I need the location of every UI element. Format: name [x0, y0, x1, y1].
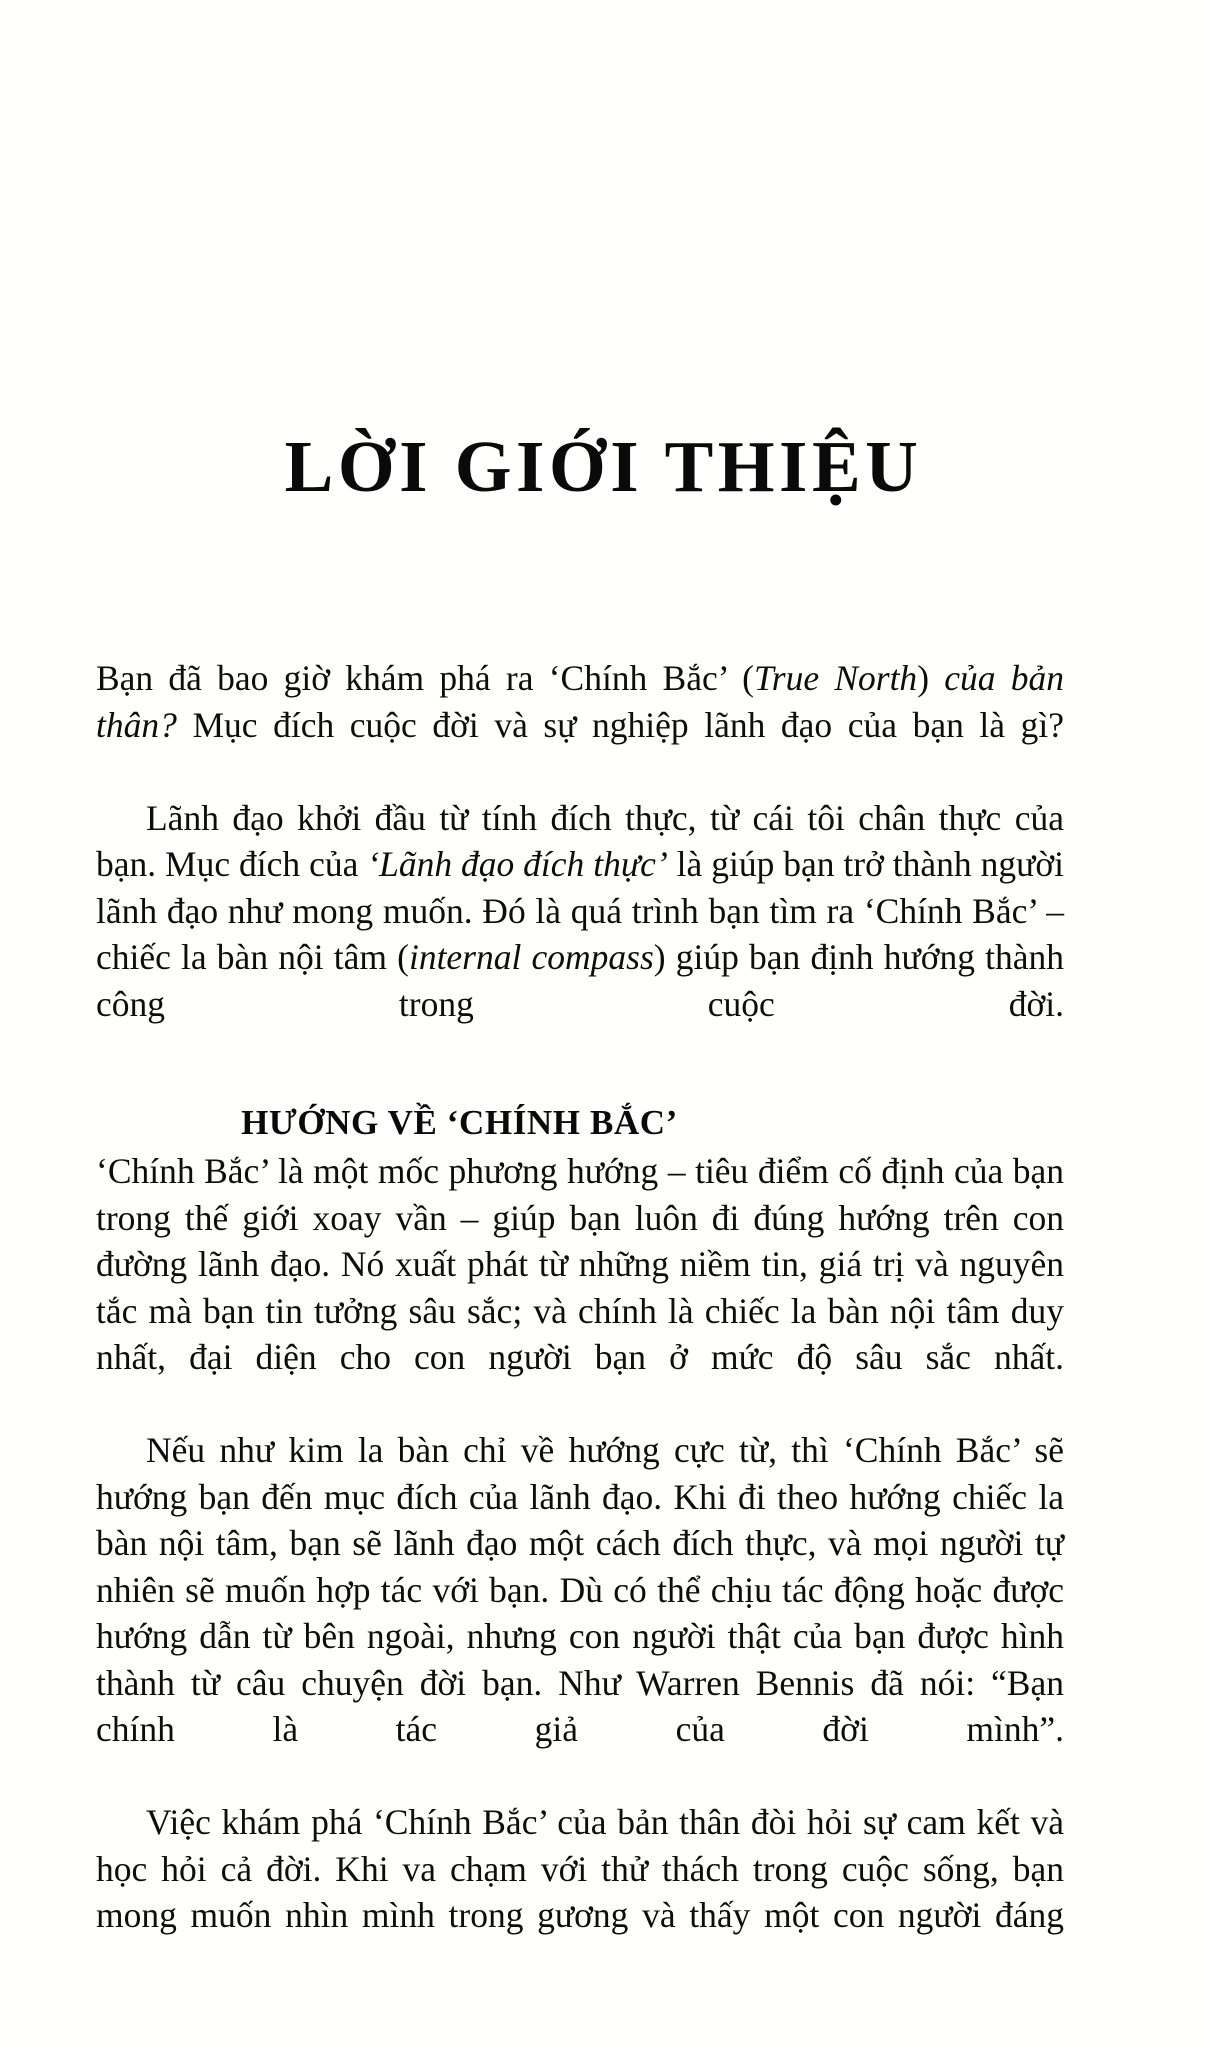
intro-paragraph-2-text-a: Lãnh đạo khởi đầu từ tính đích thực, từ cái tôi chân thực của bạn. Mục đích của [96, 797, 1064, 884]
intro-paragraph-2 [96, 795, 1064, 1074]
section-paragraph-1: ‘Chính Bắc’ là một mốc phương hướng – tiêu điểm cố định của bạn trong thế giới xoay vần – giúp bạn luôn đi đúng hướng trên con đường lãnh đạo. Nó xuất phát từ những niềm tin, giá trị và nguyên tắc mà bạn tin tưởng sâu sắc; và chính là chiếc la bàn nội tâm duy nhất, đại diện cho con người bạn ở mức độ sâu sắc nhất. [96, 1151, 1064, 1377]
section-text-block [96, 1148, 1064, 1985]
intro-paragraph-1-italic-cua-ban-than: của bản thân? [96, 658, 1064, 745]
intro-paragraph-1-text-c: Mục đích cuộc đời và sự nghiệp lãnh đạo của bạn là gì? [176, 704, 1064, 745]
intro-paragraph-1-text-a: Bạn đã bao giờ khám phá ra ‘Chính Bắc’ ( [96, 658, 754, 698]
intro-paragraph-2-text-c: ) giúp bạn định hướng thành công trong cuộc đời. [96, 937, 1065, 1024]
intro-paragraph-2-italic-lanh-dao-dich-thuc: ‘Lãnh đạo đích thực’ [367, 844, 668, 884]
intro-paragraph-2-italic-internal-compass: internal compass [408, 937, 654, 977]
intro-paragraph-1-text-b: ) [917, 658, 945, 698]
intro-paragraph-2-text-b: là giúp bạn trở thành người lãnh đạo như mong muốn. Đó là quá trình bạn tìm ra ‘Chính Bắc’ – chiếc la bàn nội tâm ( [96, 844, 1064, 977]
section-paragraph-3: Việc khám phá ‘Chính Bắc’ của bản thân đòi hỏi sự cam kết và học hỏi cả đời. Khi va chạm với thử thách trong cuộc sống, bạn mong muốn nhìn mình trong gương và thấy một con người đáng [96, 1802, 1064, 1935]
intro-paragraph-1-italic-true-north: True North [753, 658, 918, 698]
intro-text-block [96, 655, 1064, 1074]
section-paragraph-2: Nếu như kim la bàn chỉ về hướng cực từ, thì ‘Chính Bắc’ sẽ hướng bạn đến mục đích của lãnh đạo. Khi đi theo hướng chiếc la bàn nội tâm, bạn sẽ lãnh đạo một cách đích thực, và mọi người tự nhiên sẽ muốn hợp tác với bạn. Dù có thể chịu tác động hoặc được hướng dẫn từ bên ngoài, nhưng con người thật của bạn được hình thành từ câu chuyện đời bạn. Như Warren Bennis đã nói: “Bạn chính là tác giả của đời mình”. [96, 1430, 1064, 1749]
page-title: LỜI GIỚI THIỆU [284, 425, 923, 507]
section-heading: HƯỚNG VỀ ‘CHÍNH BẮC’ [241, 1103, 678, 1143]
intro-paragraph-1 [96, 655, 1064, 795]
